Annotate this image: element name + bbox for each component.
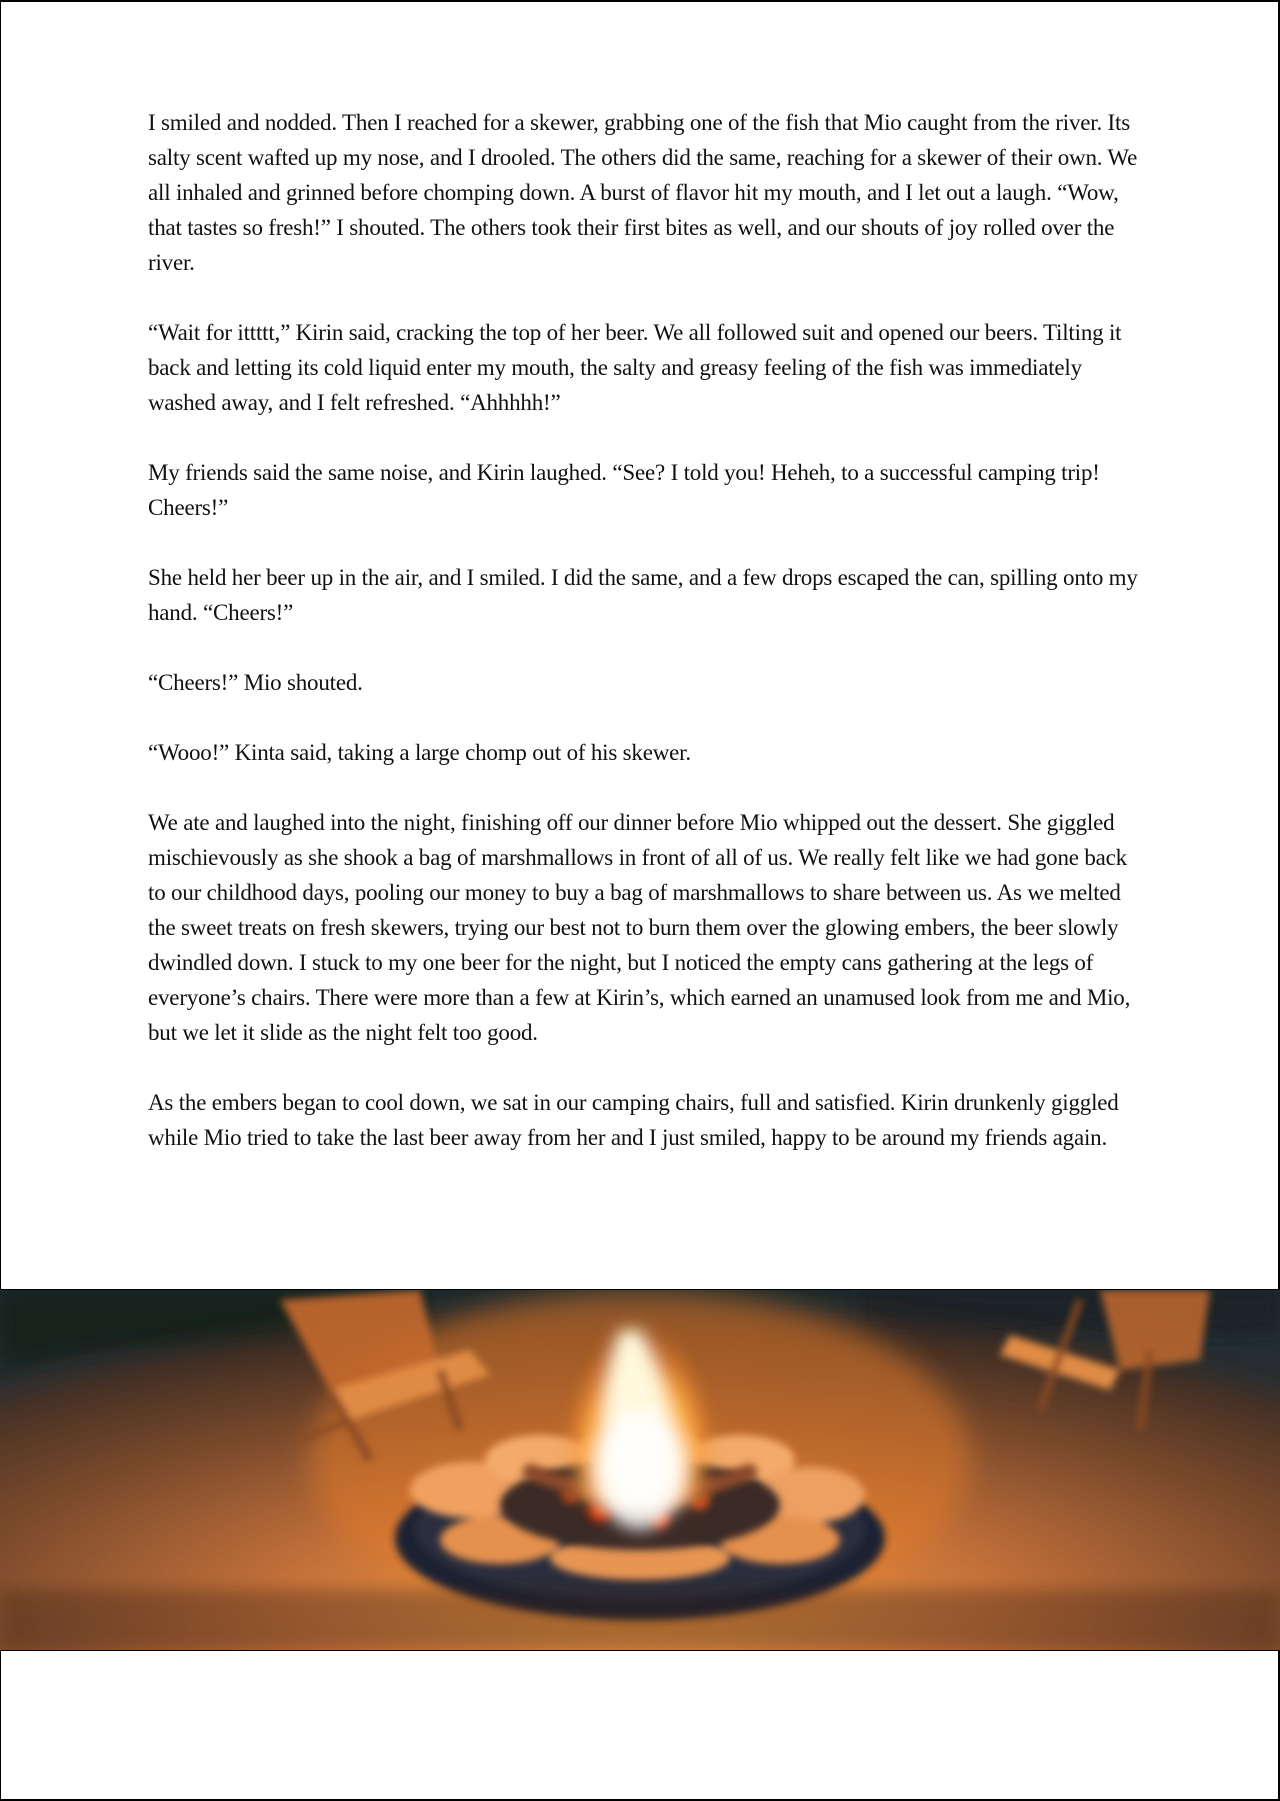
paragraph-1: I smiled and nodded. Then I reached for a skewer, grabbing one of the fish that Mio caught from the river. Its salty scent wafted up my nose, and I drooled. The others did the same, reaching for a skewer of their own. We all inhaled and grinned before chomping down. A burst of flavor hit my mouth, and I let out a laugh. “Wow, that tastes so fresh!” I shouted. The others took their first bites as well, and our shouts of joy rolled over the river. bbox=[148, 110, 1138, 275]
paragraph-5: “Cheers!” Mio shouted. bbox=[148, 670, 363, 695]
paragraph-7: We ate and laughed into the night, finishing off our dinner before Mio whipped out the dessert. She giggled mischievously as she shook a bag of marshmallows in front of all of us. We really felt like we had gone back to our childhood days, pooling our money to buy a bag of marshmallows to share between us. As we melted the sweet treats on fresh skewers, trying our best not to burn them over the glowing embers, the beer slowly dwindled down. I stuck to my one beer for the night, but I noticed the empty cans gathering at the legs of everyone’s chairs. There were more than a few at Kirin’s, which earned an unamused look from me and Mio, but we let it slide as the night felt too good. bbox=[148, 810, 1131, 1045]
campfire-image bbox=[0, 1290, 1280, 1650]
paragraph-6: “Wooo!” Kinta said, taking a large chomp out of his skewer. bbox=[148, 740, 691, 765]
paragraph-2: “Wait for ittttt,” Kirin said, cracking the top of her beer. We all followed suit and opened our beers. Tilting it back and letting its cold liquid enter my mouth, the salty and greasy feeling of the fish was immediately washed away, and I felt refreshed. “Ahhhhh!” bbox=[148, 320, 1122, 415]
paragraph-3: My friends said the same noise, and Kirin laughed. “See? I told you! Heheh, to a successful camping trip! Cheers!” bbox=[148, 460, 1100, 520]
paragraph-8: As the embers began to cool down, we sat in our camping chairs, full and satisfied. Kirin drunkenly giggled while Mio tried to take the last beer away from her and I just smiled, happy to be around my friends again. bbox=[148, 1090, 1119, 1150]
campfire-illustration bbox=[0, 1289, 1280, 1651]
paragraph-4: She held her beer up in the air, and I smiled. I did the same, and a few drops escaped the can, spilling onto my hand. “Cheers!” bbox=[148, 565, 1138, 625]
story-text bbox=[148, 105, 1138, 1190]
